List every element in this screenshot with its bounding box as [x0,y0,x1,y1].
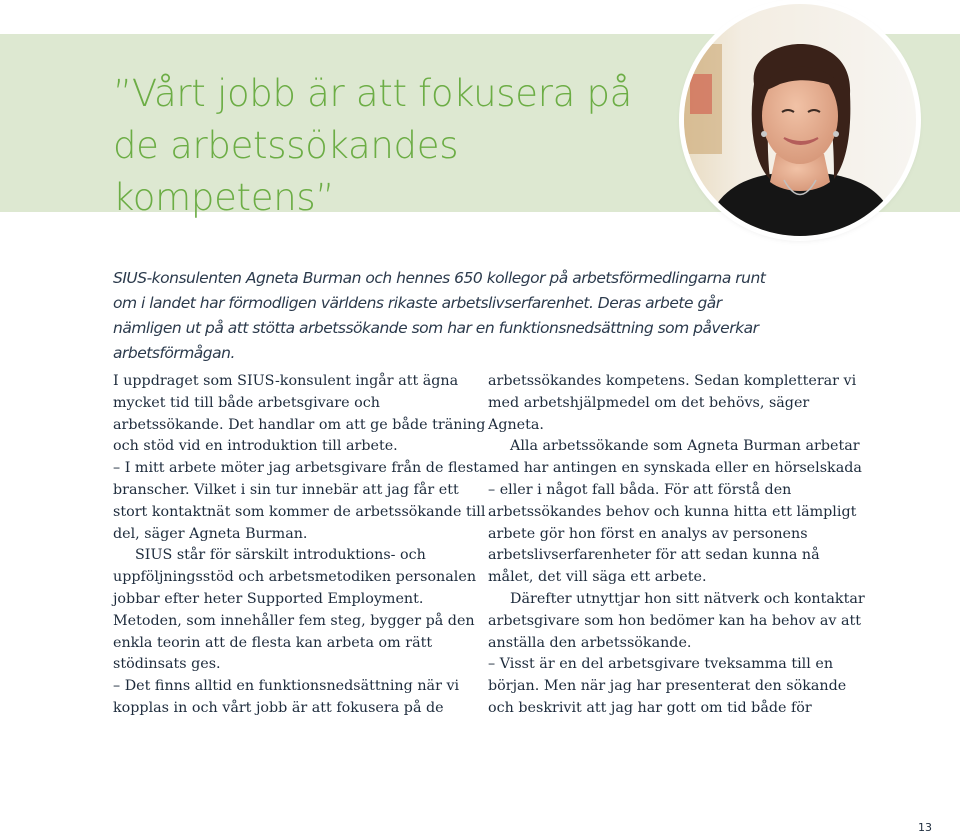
body-paragraph: – I mitt arbete möter jag arbetsgivare från de flesta branscher. Vilket i sin tur innebär att jag får ett stort kontaktnät som kommer de arbetssökande till del, säger Agneta Burman. [113,460,488,542]
body-column-right [488,371,868,720]
lead-paragraph: SIUS-konsulenten Agneta Burman och hennes 650 kollegor på arbetsförmedlingarna runt om i landet har förmodligen världens rikaste arbetslivserfarenhet. Deras arbete går nämligen ut på att stötta arbetssökande som har en funktionsnedsättning som påverkar arbetsförmågan. [113,269,766,362]
headline: ”Vårt jobb är att fokusera på de arbetssökandes kompetens” [113,72,633,219]
body-paragraph: Därefter utnyttjar hon sitt nätverk och kontaktar arbetsgivare som hon bedömer kan ha behov av att anställa den arbetssökande. [488,590,865,651]
body-paragraph: I uppdraget som SIUS-konsulent ingår att ägna mycket tid till både arbetsgivare och arbetssökande. Det handlar om att ge både träning och stöd vid en introduktion till arbete. [113,373,486,455]
body-paragraph: – Visst är en del arbetsgivare tveksamma till en början. Men när jag har presenterat den sökande och beskrivit att jag har gott om tid både för [488,656,847,716]
page-number: 13 [918,821,932,834]
body-paragraph: – Det finns alltid en funktionsnedsättning när vi kopplas in och vårt jobb är att fokusera på de [113,678,460,716]
portrait-photo [684,4,916,236]
body-column-left [113,371,493,720]
body-paragraph: SIUS står för särskilt introduktions- och uppföljningsstöd och arbetsmetodiken personalen jobbar efter heter Supported Employment. Metoden, som innehåller fem steg, bygger på den enkla teorin att de flesta kan arbeta om rätt stödinsats ges. [113,547,477,673]
body-paragraph: Alla arbetssökande som Agneta Burman arbetar med har antingen en synskada eller en hörselskada – eller i något fall båda. För att förstå den arbetssökandes behov och kunna hitta ett lämpligt arbete gör hon först en analys av personens arbetslivserfarenheter för att sedan kunna nå målet, det vill säga ett arbete. [488,438,862,586]
body-paragraph: arbetssökandes kompetens. Sedan kompletterar vi med arbetshjälpmedel om det behövs, säger Agneta. [488,373,857,433]
